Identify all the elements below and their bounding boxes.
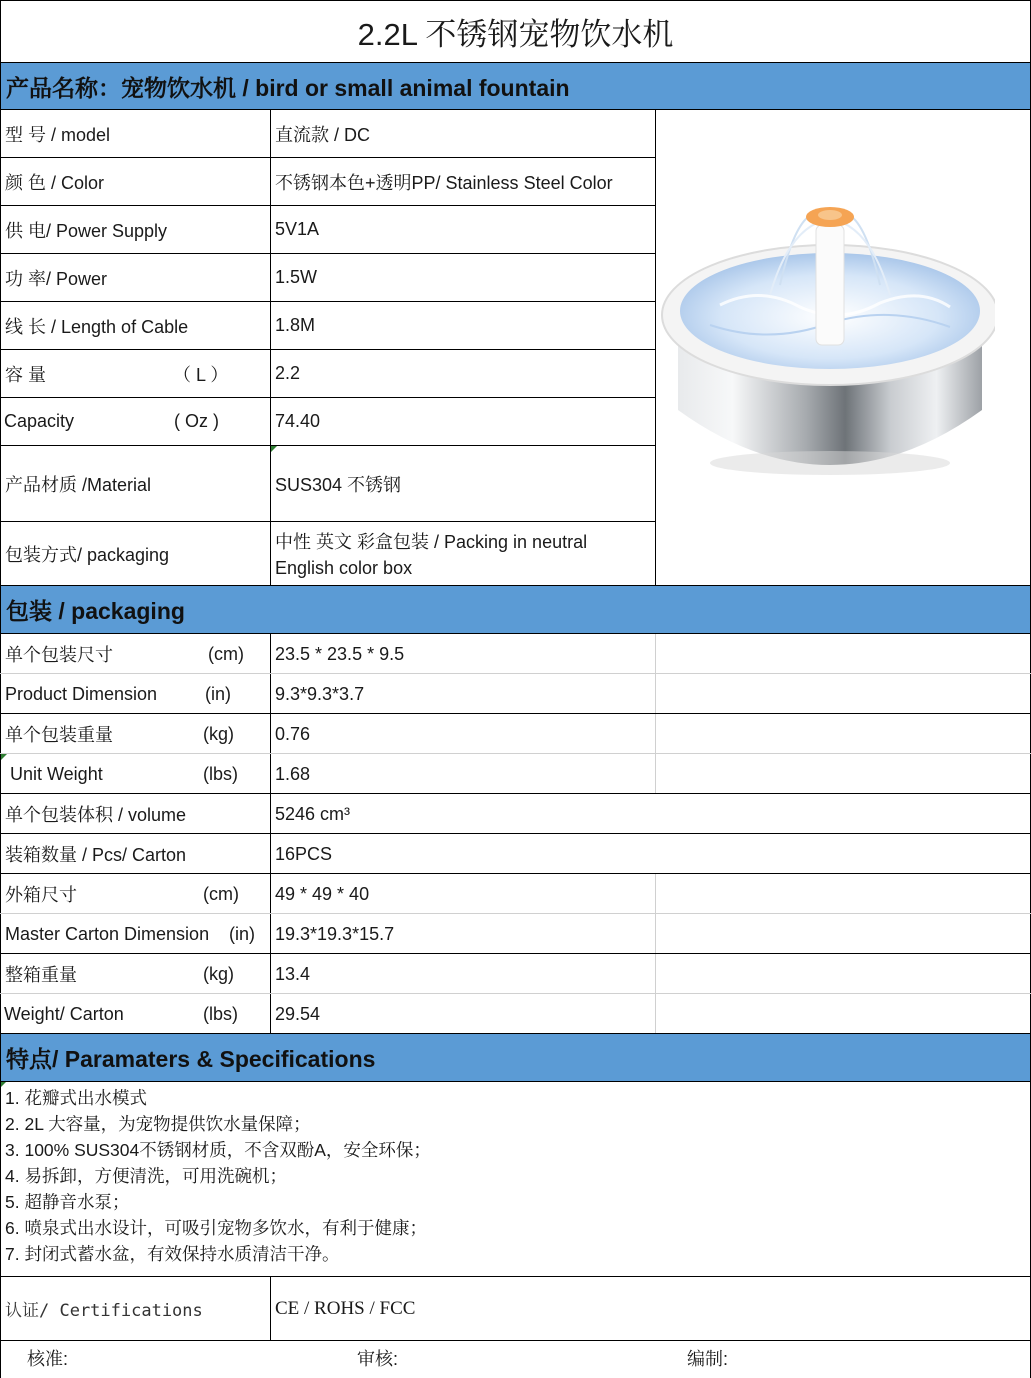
capacity-l-value: 2.2 (275, 363, 301, 383)
color-label: 颜 色 / Color (5, 172, 105, 193)
feature-item: 4. 易拆卸，方便清洗，可用洗碗机； (5, 1166, 287, 1186)
features-band: 特点/ Paramaters & Specifications (1, 1034, 1030, 1081)
features-list (5, 1085, 431, 1267)
package-size-in-label: Product Dimension (5, 683, 158, 704)
material-label: 产品材质 /Material (5, 474, 152, 495)
carton-weight-lbs-label: Weight/ Carton (4, 1003, 124, 1024)
feature-item: 1. 花瓣式出水模式 (5, 1088, 147, 1108)
product-name-band: 产品名称：宠物饮水机 / bird or small animal fountain (1, 63, 1030, 110)
capacity-l-unit: （ L ） (173, 364, 229, 385)
model-value: 直流款 / DC (275, 124, 371, 145)
power-value: 1.5W (275, 267, 318, 287)
model-label: 型 号 / model (5, 124, 111, 145)
packaging-method-line2: English color box (275, 558, 413, 578)
compile-label: 编制: (687, 1349, 729, 1369)
pcs-per-carton-label: 装箱数量 / Pcs/ Carton (5, 845, 187, 865)
feature-item: 6. 喷泉式出水设计，可吸引宠物多饮水，有利于健康； (5, 1218, 427, 1238)
unit-weight-lbs-value: 1.68 (275, 763, 311, 784)
carton-size-cm-value: 49 * 49 * 40 (275, 883, 370, 904)
pcs-per-carton-value: 16PCS (275, 843, 333, 864)
volume-label: 单个包装体积 / volume (5, 805, 187, 825)
carton-weight-lbs-value: 29.54 (275, 1003, 321, 1024)
feature-item: 2. 2L 大容量，为宠物提供饮水量保障； (5, 1114, 311, 1134)
carton-size-in-unit: (in) (229, 923, 255, 944)
unit-weight-kg-unit: (kg) (203, 723, 234, 744)
carton-weight-kg-label: 整箱重量 (5, 965, 77, 985)
certifications-label: 认证/ Certifications (5, 1301, 203, 1321)
carton-weight-kg-value: 13.4 (275, 963, 311, 984)
stainless-steel-pet-fountain (660, 195, 995, 495)
package-size-cm-value: 23.5 * 23.5 * 9.5 (275, 643, 405, 664)
capacity-oz-label: Capacity (4, 411, 75, 431)
unit-weight-kg-value: 0.76 (275, 723, 311, 744)
package-size-cm-label: 单个包装尺寸 (5, 645, 113, 665)
package-size-in-unit: (in) (205, 683, 231, 704)
carton-size-in-value: 19.3*19.3*15.7 (275, 923, 395, 944)
packaging-band: 包装 / packaging (1, 586, 1030, 633)
color-value: 不锈钢本色+透明PP/ Stainless Steel Color (275, 172, 613, 193)
carton-weight-kg-unit: (kg) (203, 963, 234, 984)
carton-weight-lbs-unit: (lbs) (203, 1003, 238, 1024)
cable-length-label: 线 长 / Length of Cable (5, 316, 189, 337)
power-supply-value: 5V1A (275, 219, 320, 239)
page-title: 2.2L 不锈钢宠物饮水机 (357, 16, 674, 52)
cable-length-value: 1.8M (275, 315, 316, 335)
material-value: SUS304 不锈钢 (275, 474, 402, 495)
capacity-oz-unit: ( Oz ) (174, 411, 219, 431)
package-size-cm-unit: (cm) (208, 643, 244, 664)
carton-size-cm-label: 外箱尺寸 (5, 885, 77, 905)
unit-weight-lbs-label: Unit Weight (5, 763, 103, 784)
feature-item: 3. 100% SUS304不锈钢材质，不含双酚A，安全环保； (5, 1140, 431, 1160)
carton-size-in-label: Master Carton Dimension (5, 923, 210, 944)
unit-weight-lbs-unit: (lbs) (203, 763, 238, 784)
carton-size-cm-unit: (cm) (203, 883, 239, 904)
power-supply-label: 供 电/ Power Supply (5, 220, 168, 241)
capacity-l-label: 容 量 (5, 364, 47, 385)
capacity-oz-value: 74.40 (275, 411, 321, 431)
approve-label: 核准: (27, 1349, 69, 1369)
review-label: 审核: (357, 1349, 399, 1369)
packaging-method-label: 包装方式/ packaging (5, 544, 170, 565)
packaging-method-value (275, 529, 587, 581)
packaging-method-line1: 中性 英文 彩盒包装 / Packing in neutral (275, 532, 588, 552)
feature-item: 7. 封闭式蓄水盆，有效保持水质清洁干净。 (5, 1244, 340, 1264)
unit-weight-kg-label: 单个包装重量 (5, 725, 113, 745)
feature-item: 5. 超静音水泵； (5, 1192, 130, 1212)
package-size-in-value: 9.3*9.3*3.7 (275, 683, 365, 704)
volume-value: 5246 cm³ (275, 803, 351, 824)
power-label: 功 率/ Power (5, 268, 108, 289)
certifications-value: CE / ROHS / FCC (275, 1297, 416, 1319)
